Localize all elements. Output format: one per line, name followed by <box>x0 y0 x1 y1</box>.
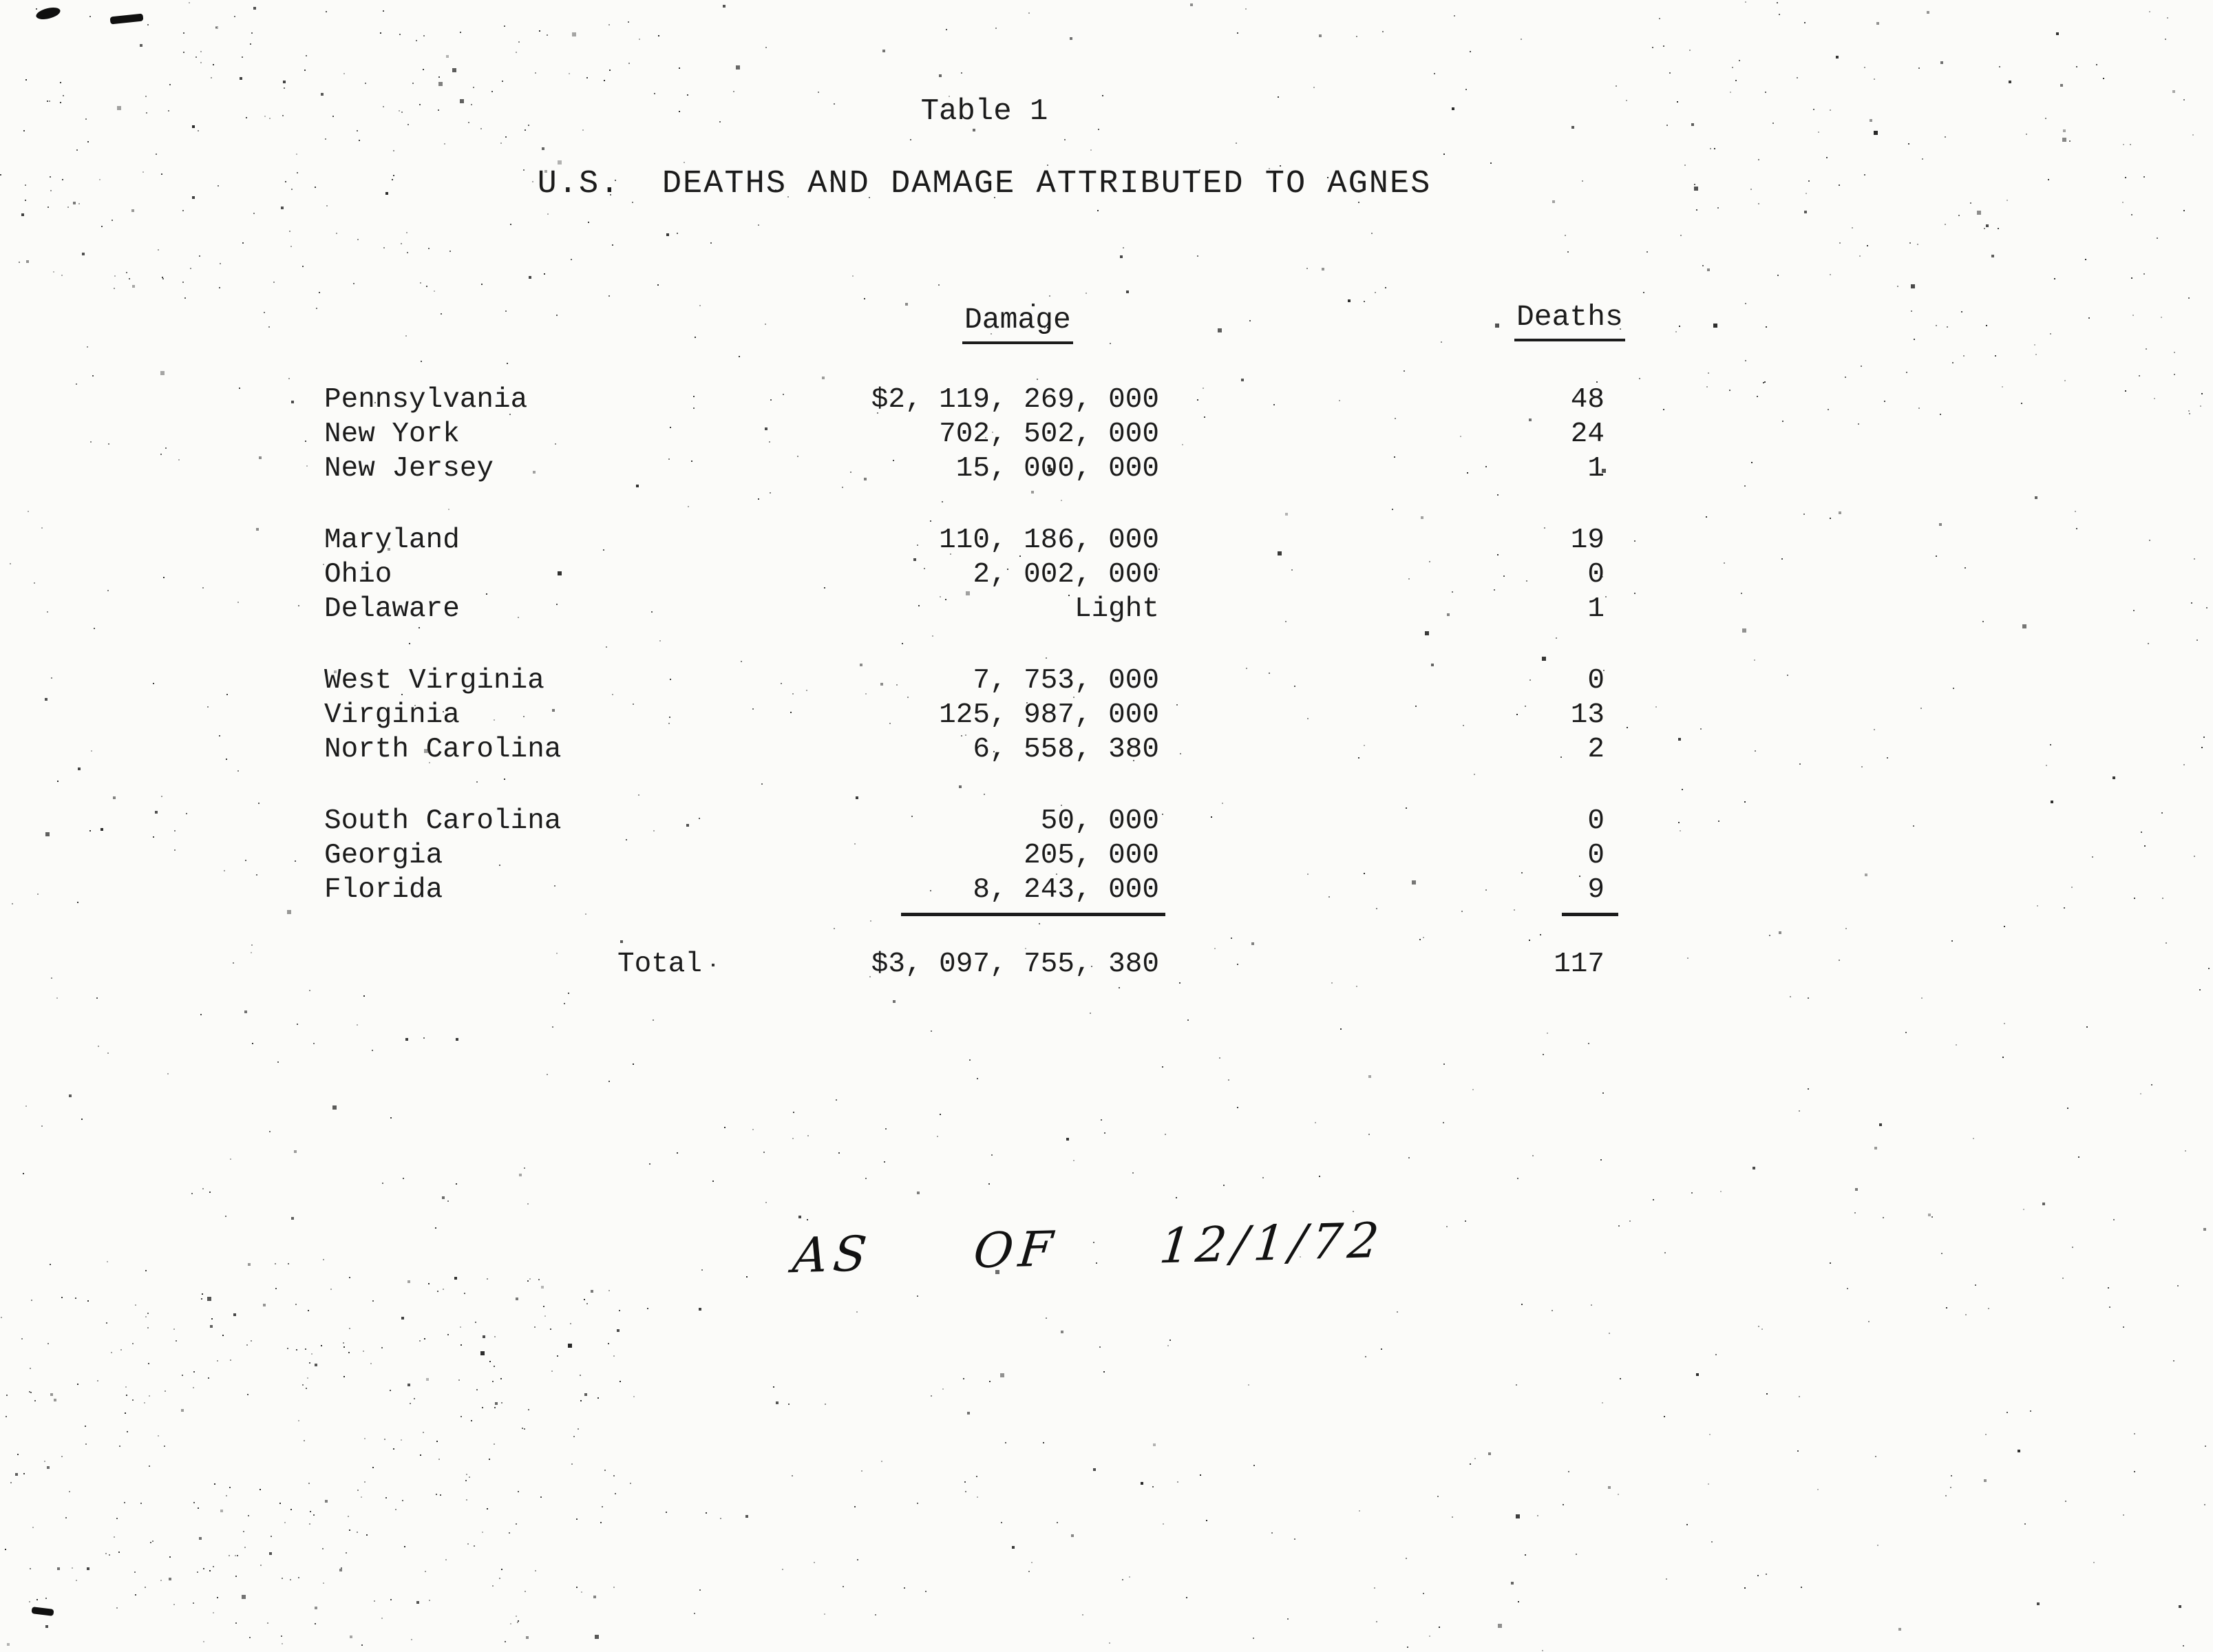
total-label: Total <box>617 949 703 980</box>
damage-value: 2, 002, 000 <box>973 559 1159 591</box>
state-name: New Jersey <box>324 453 494 485</box>
table-row <box>324 452 1632 486</box>
damage-value: 6, 558, 380 <box>973 734 1159 765</box>
damage-value: $2, 119, 269, 000 <box>871 384 1159 416</box>
table-row <box>324 664 1632 698</box>
deaths-value: 2 <box>1587 734 1605 765</box>
state-name: New York <box>324 419 460 450</box>
scan-artifact <box>110 14 144 25</box>
column-header-damage: Damage <box>962 303 1073 344</box>
total-row <box>324 947 1632 982</box>
damage-value: 15, 000, 000 <box>955 453 1159 485</box>
state-name: Delaware <box>324 593 460 625</box>
deaths-value: 0 <box>1587 665 1605 697</box>
deaths-value: 0 <box>1587 840 1605 871</box>
state-name: West Virginia <box>324 665 544 697</box>
table-row <box>324 804 1632 838</box>
state-name: Virginia <box>324 699 460 731</box>
handwritten-date-note: AS OF 12/1/72 <box>790 1211 1387 1284</box>
deaths-value: 0 <box>1587 559 1605 591</box>
deaths-value: 13 <box>1570 699 1605 731</box>
scan-artifact <box>35 6 62 21</box>
deaths-column-sum-rule <box>1562 913 1618 916</box>
damage-value: 125, 987, 000 <box>939 699 1159 731</box>
damage-value: 8, 243, 000 <box>973 874 1159 906</box>
table-row <box>324 698 1632 732</box>
table-row <box>324 873 1632 907</box>
state-name: Florida <box>324 874 443 906</box>
scan-noise-layer <box>0 0 1 1</box>
deaths-value: 1 <box>1587 593 1605 625</box>
damage-value: 7, 753, 000 <box>973 665 1159 697</box>
damage-value: 205, 000 <box>1024 840 1159 871</box>
scan-artifact <box>32 1607 54 1616</box>
deaths-value: 24 <box>1570 419 1605 450</box>
deaths-value: 48 <box>1570 384 1605 416</box>
document-heading <box>0 95 1969 202</box>
damage-value: 110, 186, 000 <box>939 525 1159 556</box>
total-deaths-value: 117 <box>1554 949 1605 980</box>
deaths-value: 9 <box>1587 874 1605 906</box>
deaths-value: 1 <box>1587 453 1605 485</box>
damage-value: 50, 000 <box>1040 805 1159 837</box>
damage-value: Light <box>1074 593 1159 625</box>
table-row <box>324 417 1632 452</box>
table-number-label: Table 1 <box>920 94 1048 129</box>
state-name: North Carolina <box>324 734 562 765</box>
document-title: U.S. DEATHS AND DAMAGE ATTRIBUTED TO AGNES <box>537 166 1432 202</box>
state-name: Maryland <box>324 525 460 556</box>
table-row <box>324 592 1632 626</box>
deaths-value: 19 <box>1570 525 1605 556</box>
deaths-value: 0 <box>1587 805 1605 837</box>
table-row <box>324 383 1632 417</box>
damage-value: 702, 502, 000 <box>939 419 1159 450</box>
table-row <box>324 732 1632 767</box>
state-name: South Carolina <box>324 805 562 837</box>
table-row <box>324 838 1632 873</box>
table-row <box>324 523 1632 558</box>
deaths-damage-table <box>324 383 1632 982</box>
damage-column-sum-rule <box>901 913 1165 916</box>
state-name: Pennsylvania <box>324 384 528 416</box>
state-name: Ohio <box>324 559 392 591</box>
total-damage-value: $3, 097, 755, 380 <box>871 949 1159 980</box>
column-header-deaths: Deaths <box>1514 300 1625 341</box>
table-row <box>324 558 1632 592</box>
state-name: Georgia <box>324 840 443 871</box>
